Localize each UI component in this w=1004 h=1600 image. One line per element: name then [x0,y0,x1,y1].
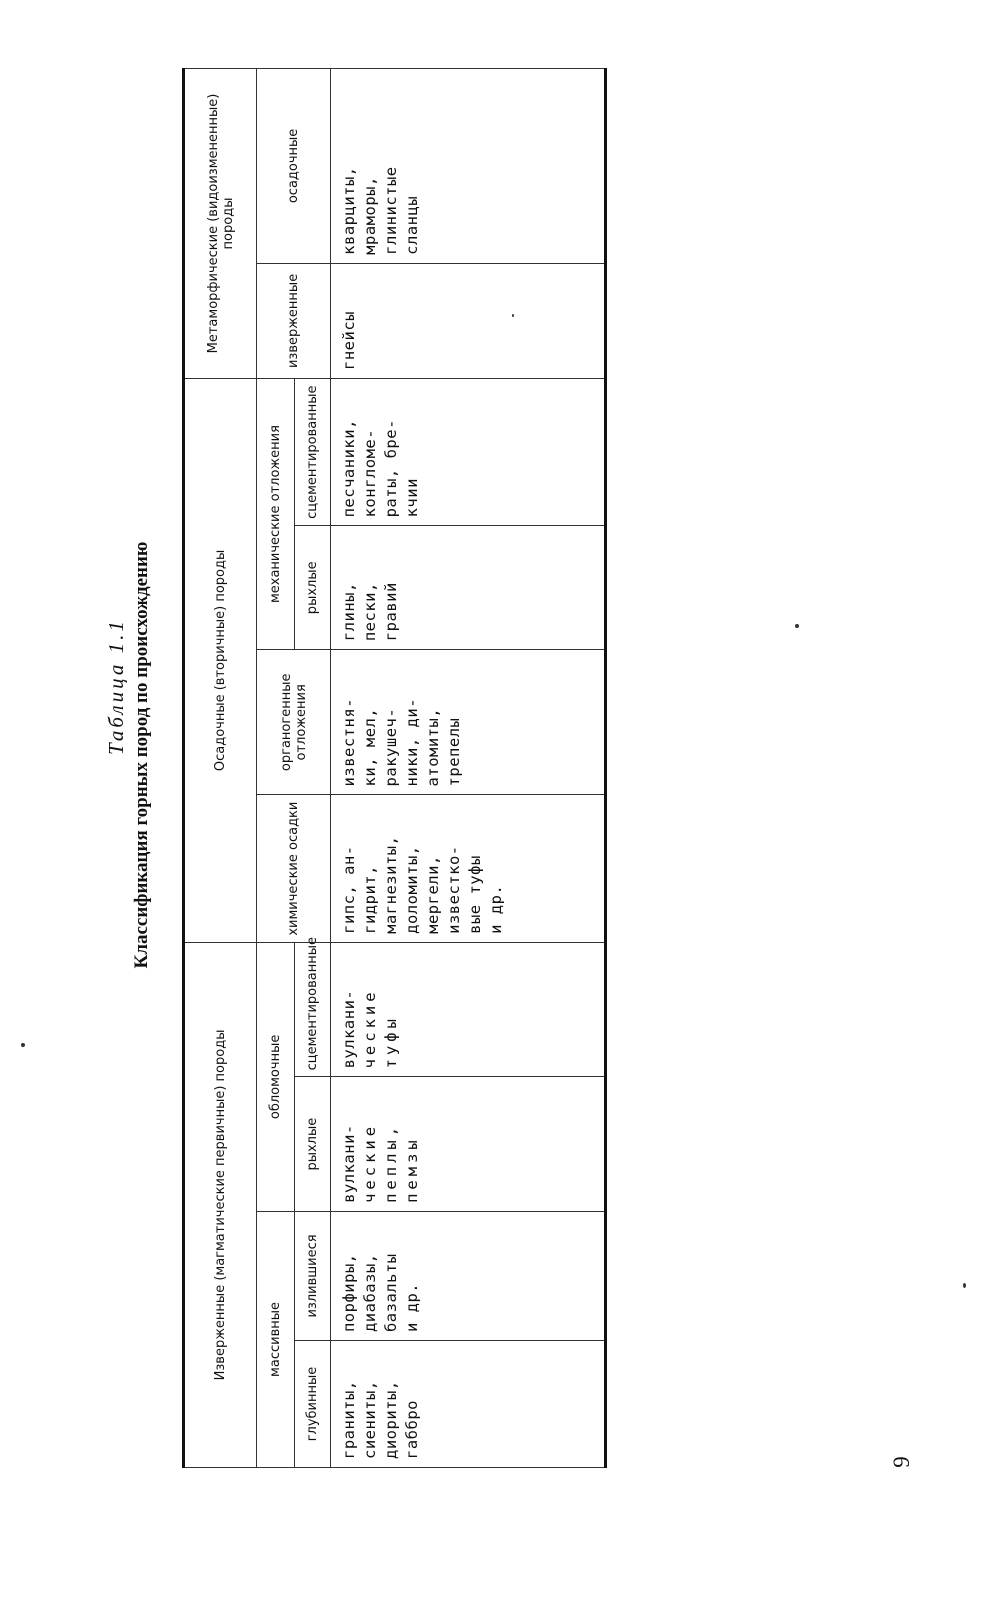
header-deep: глубинные [295,1341,331,1468]
scan-speck [21,1043,25,1047]
header-sedimentary: Осадочные (вторичные) породы [184,378,257,942]
header-igneous: Изверженные (магматические первичные) породы [184,942,257,1467]
header-massive: массивные [257,1211,295,1467]
header-meta-sedimentary: осадочные [257,69,331,264]
header-effusive: излившиеся [295,1211,331,1340]
cell-meta-sedimentary: кварциты, мраморы, глинистые сланцы [331,69,606,264]
cell-cemented-mechanical: песчаники, конгломе- раты, бре- кчии [331,378,606,525]
cell-loose-clastic: вулкани- ческие пеплы, пемзы [331,1077,606,1212]
header-metamorphic: Метаморфические (видоизмененные) породы [184,69,257,379]
cell-cemented-clastic: вулкани- ческие туфы [331,942,606,1077]
scan-speck [963,1283,966,1288]
cell-deep: граниты, сиениты, диориты, габбро [331,1341,606,1468]
cell-loose-mechanical: глины, пески, гравий [331,526,606,650]
cell-chemical: гипс, ан- гидрит, магнезиты, доломиты, мергели, известко- вые туфы и др. [331,795,606,942]
header-cemented-mechanical: сцементированные [295,378,331,525]
header-cemented-clastic: сцементированные [295,942,331,1077]
page-number: 9 [888,1456,914,1468]
page-title: Классификация горных пород по происхождению [131,541,152,969]
header-loose-mechanical: рыхлые [295,526,331,650]
table-label: Таблица 1.1 [104,618,128,755]
cell-effusive: порфиры, диабазы, базальты и др. [331,1211,606,1340]
header-mechanical: механические отложения [257,378,295,649]
header-meta-igneous: изверженные [257,263,331,378]
header-loose-clastic: рыхлые [295,1077,331,1212]
header-chemical: химические осадки [257,795,331,942]
cell-meta-igneous: гнейсы [331,263,606,378]
cell-organogenic: известня- ки, мел, ракушеч- ники, ди- атомиты, трепелы [331,650,606,795]
scan-speck [795,624,799,628]
classification-table [182,68,607,1468]
header-clastic: обломочные [257,942,295,1211]
header-organogenic: органогенные отложения [257,650,331,795]
